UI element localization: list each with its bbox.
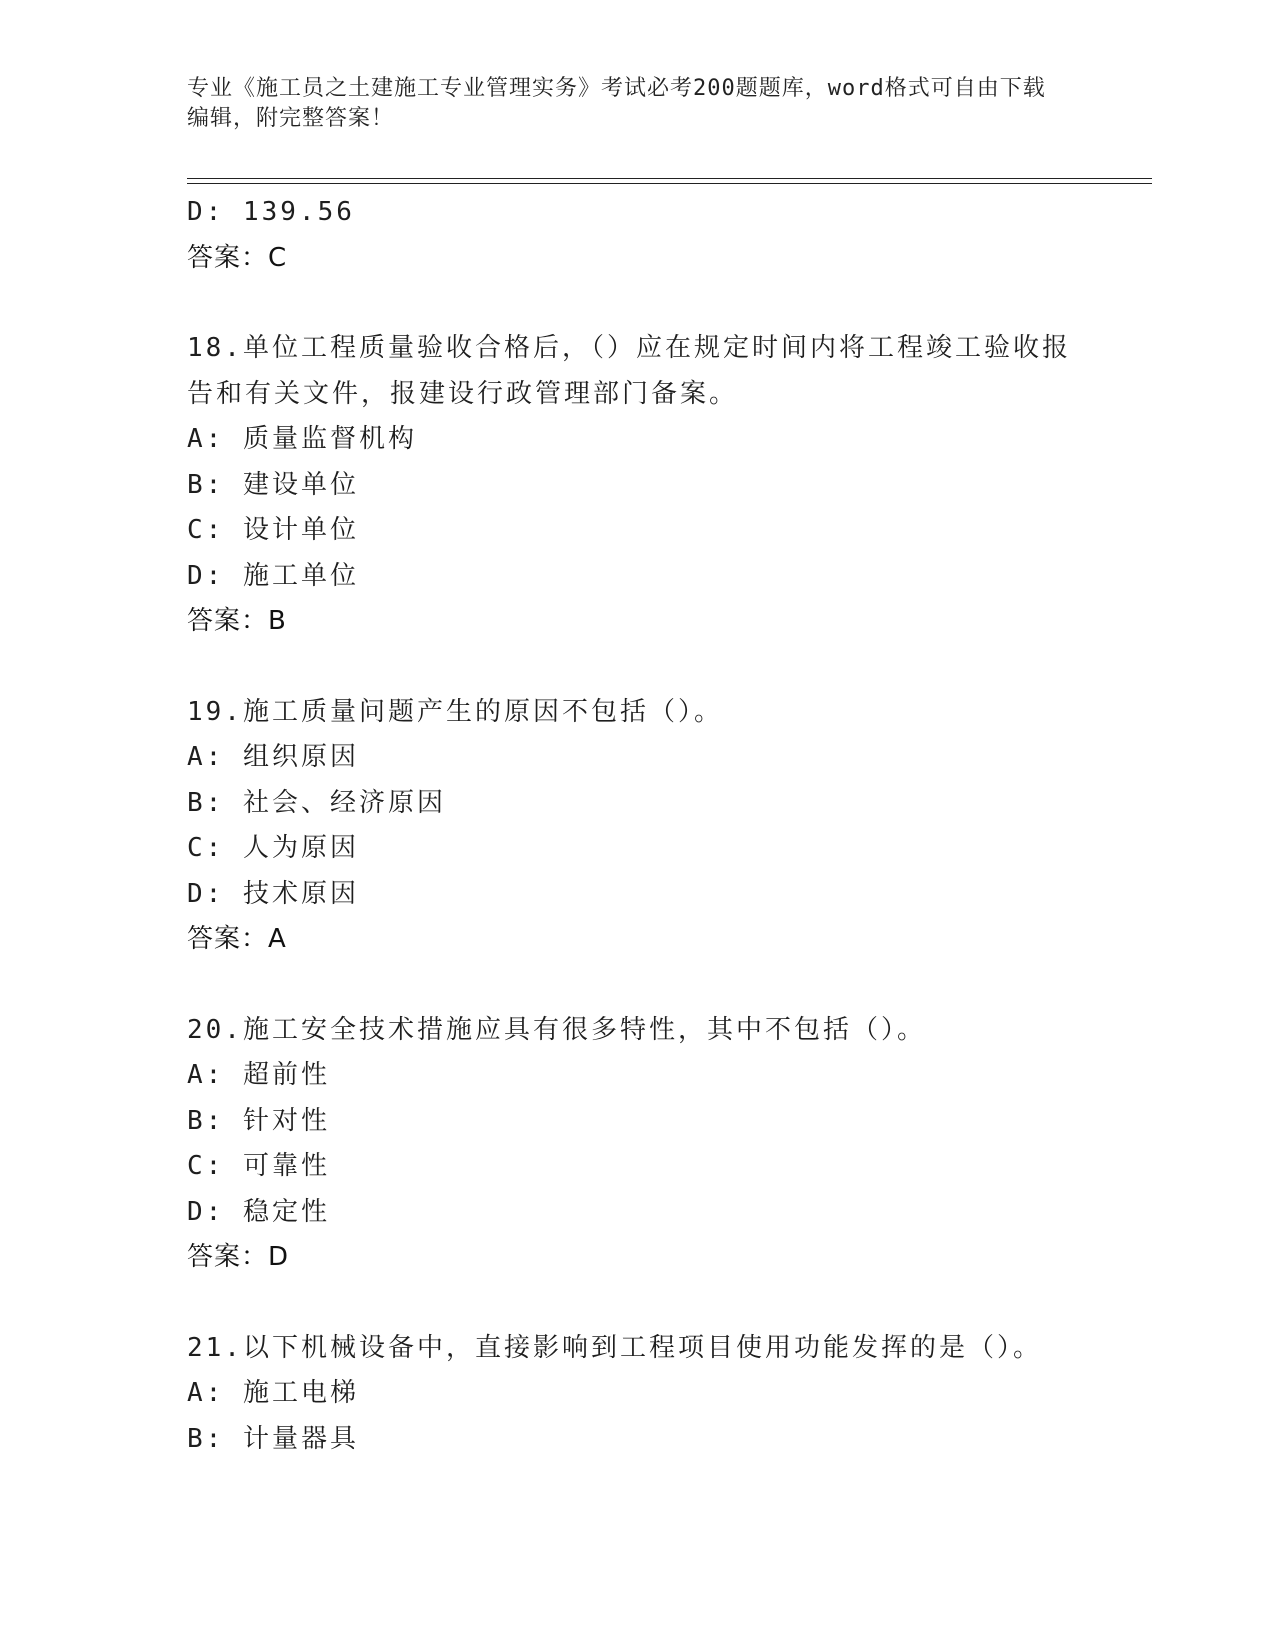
option-d: D: 技术原因 (187, 878, 359, 909)
document-header: 专业《施工员之土建施工专业管理实务》考试必考200题题库，word格式可自由下载编辑，附完整答案！ (187, 76, 1046, 131)
option-a: A: 超前性 (187, 1060, 330, 1090)
question-19 (187, 690, 1087, 963)
question-20 (187, 1008, 1087, 1281)
option-c: C: 可靠性 (187, 1151, 330, 1181)
question-text: 20.施工安全技术措施应具有很多特性，其中不包括（）。 (187, 1014, 926, 1045)
option-c: C: 设计单位 (187, 515, 359, 545)
question-text: 18.单位工程质量验收合格后，（）应在规定时间内将工程竣工验收报告和有关文件，报建设行政管理部门备案。 (187, 333, 1071, 409)
header-rule-bottom (187, 183, 1152, 184)
question-text: 19.施工质量问题产生的原因不包括（）。 (187, 696, 723, 727)
answer-line: 答案：A (187, 924, 287, 954)
question-21 (187, 1326, 1087, 1463)
option-b: B: 计量器具 (187, 1423, 359, 1454)
option-d: D: 稳定性 (187, 1196, 330, 1227)
option-d: D: 施工单位 (187, 560, 359, 591)
option-d: D: 139.56 (187, 197, 355, 227)
answer-line: 答案：B (187, 606, 287, 636)
question-text: 21.以下机械设备中，直接影响到工程项目使用功能发挥的是（）。 (187, 1332, 1042, 1363)
option-b: B: 建设单位 (187, 469, 359, 500)
question-18 (187, 326, 1087, 645)
option-b: B: 社会、经济原因 (187, 787, 446, 818)
option-a: A: 施工电梯 (187, 1378, 359, 1408)
option-a: A: 质量监督机构 (187, 424, 417, 454)
document-body (187, 190, 1087, 1462)
option-c: C: 人为原因 (187, 833, 359, 863)
option-b: B: 针对性 (187, 1105, 330, 1136)
header-rule-top (187, 178, 1152, 179)
previous-question-tail (187, 190, 1087, 281)
answer-line: 答案：C (187, 242, 288, 273)
option-a: A: 组织原因 (187, 742, 359, 772)
answer-line: 答案：D (187, 1242, 290, 1272)
